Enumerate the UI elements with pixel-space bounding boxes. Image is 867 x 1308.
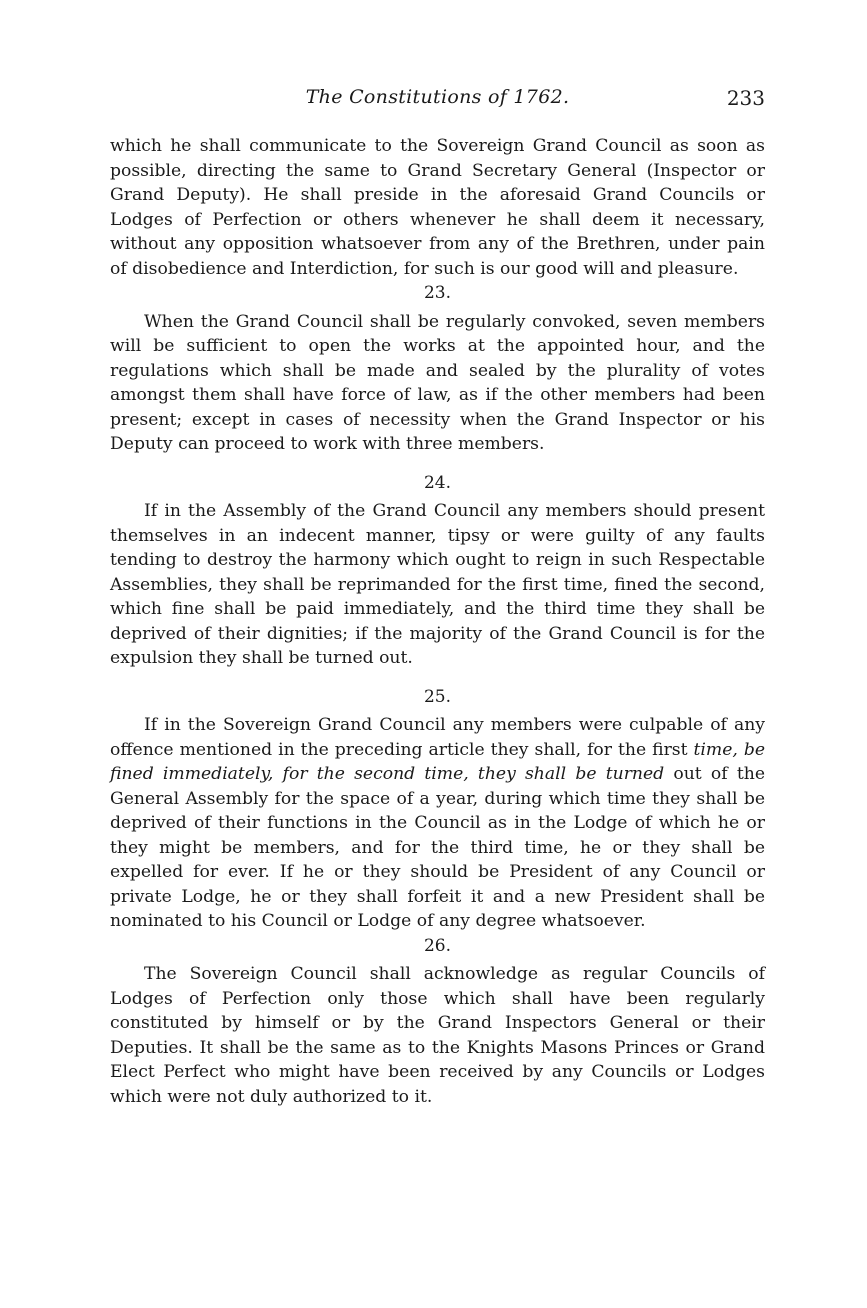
paragraph-article-23: When the Grand Council shall be regularly convoked, seven members will be sufficient to open the works at the appointed hour, and the regulations which shall be made and sealed by the plurality of votes amongst them shall have force of law, as if the other members had been present; except in cases of necessity when the Grand Inspector or his Deputy can proceed to work with three members. [110,311,765,454]
section-number-26: 26. [423,935,452,956]
paragraph-article-25-part-a: If in the Sovereign Grand Council any members were culpable of any offence mentioned in the preceding article they shall, for the first [110,715,765,760]
paragraph-article-22-continued: which he shall communicate to the Sovereign Grand Council as soon as possible, directing the same to Grand Secretary General (Inspector or Grand Deputy). He shall preside in the aforesaid Grand Councils or Lodges of Perfection or others whenever he shall deem it necessary, without any opposition whatsoever from any of the Brethren, under pain of disobedience and Interdiction, for such is our good will and pleasure. [110,136,765,279]
paragraph-article-25-italic: time, be fined immediately, for the second time, they shall be turned [110,739,765,784]
running-head [110,86,765,116]
body-text [110,134,765,1109]
section-number-25: 25. [423,686,452,707]
paragraph-article-25 [110,713,765,934]
paragraph-article-24: If in the Assembly of the Grand Council any members should present themselves in an indecent manner, tipsy or were guilty of any faults tending to destroy the harmony which ought to reign in such Respectable Assemblies, they shall be reprimanded for the first time, fined the second, which fine shall be paid immediately, and the third time they shall be deprived of their dignities; if the majority of the Grand Council is for the expulsion they shall be turned out. [110,501,765,668]
section-number-24: 24. [423,472,452,493]
paragraph-article-26: The Sovereign Council shall acknowledge as regular Councils of Lodges of Perfection only those which shall have been regularly constituted by himself or by the Grand Inspectors General or their Deputies. It shall be the same as to the Knights Masons Princes or Grand Elect Perfect who might have been received by any Councils or Lodges which were not duly authorized to it. [110,964,765,1107]
section-number-23: 23. [423,283,452,303]
paragraph-article-25-part-c: out of the General Assembly for the space of a year, during which time they shall be deprived of their functions in the Council as in the Lodge of which he or they might be members, and for the third time, he or they shall be expelled for ever. If he or they should be President of any Council or private Lodge, he or they shall forfeit it and a new President shall be nominated to his Council or Lodge of any degree whatsoever. [110,764,765,931]
book-page [110,0,765,1308]
page-number: 233 [726,86,765,110]
running-title: The Constitutions of 1762. [305,86,570,108]
